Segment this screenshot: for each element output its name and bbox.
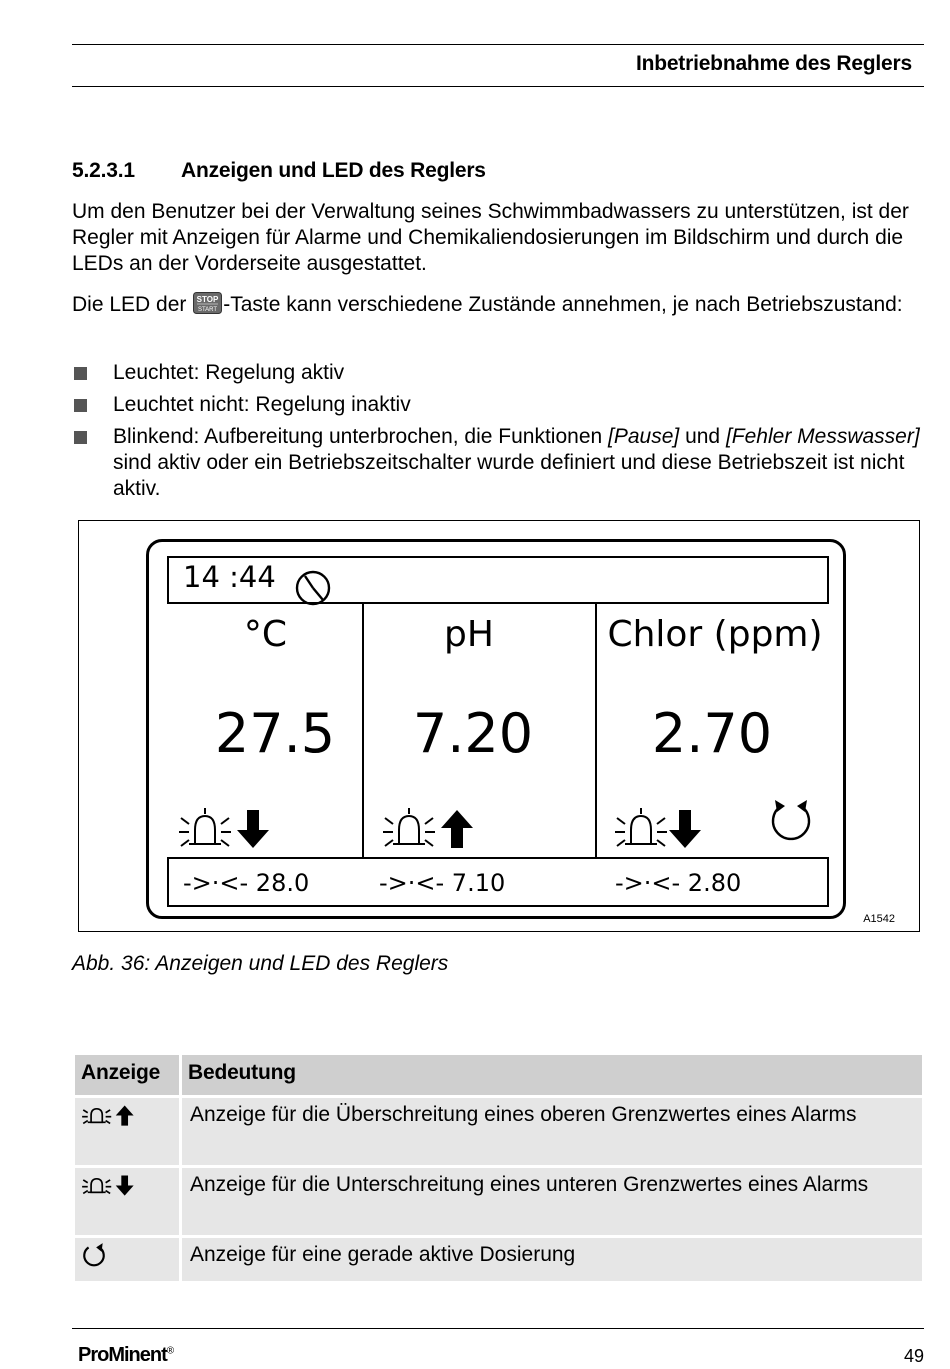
clock-icon <box>295 570 331 606</box>
header-top-rule <box>72 44 924 45</box>
list-item: Leuchtet nicht: Regelung inaktiv <box>72 392 928 418</box>
intro-paragraph: Um den Benutzer bei der Verwaltung seines Schwimmbadwassers zu unterstützen, ist der Regler mit Anzeigen für Alarme und Chemikaliendosierungen im Bildschirm und durch die LEDs an der Vorderseite ausgestattet. <box>72 200 909 275</box>
column-header-anzeige: Anzeige <box>75 1055 179 1095</box>
table-cell-icon <box>75 1098 179 1165</box>
led-paragraph <box>72 292 928 318</box>
list-item: Blinkend: Aufbereitung unterbrochen, die Funktionen [Pause] und [Fehler Messwasser] sind aktiv oder ein Betriebszeitschalter wurde definiert und diese Betriebszeit ist nicht aktiv. <box>72 424 928 502</box>
controller-display <box>146 539 846 919</box>
chlorine-unit: Chlor (ppm) <box>607 614 823 655</box>
alarm-down-icon <box>613 804 713 854</box>
alarm-up-icon <box>381 804 481 854</box>
table-row <box>75 1098 922 1165</box>
controller-display-figure <box>78 520 920 932</box>
alarm-down-icon <box>177 804 277 854</box>
temperature-unit: °C <box>243 614 288 655</box>
dosing-icon <box>767 796 815 844</box>
table-cell-text: Anzeige für eine gerade aktive Dosierung <box>182 1238 922 1281</box>
led-text-after: -Taste kann verschiedene Zustände annehmen, je nach Betriebszustand: <box>223 293 903 316</box>
alarm-down-icon <box>81 1173 137 1197</box>
stop-start-key-icon <box>193 292 222 314</box>
display-status-bar <box>167 556 829 604</box>
figure-caption: Abb. 36: Anzeigen und LED des Reglers <box>72 952 449 975</box>
chlorine-value: 2.70 <box>651 702 773 765</box>
table-row <box>75 1168 922 1235</box>
table-cell-text: Anzeige für die Unterschreitung eines unteren Grenzwertes eines Alarms <box>182 1168 922 1235</box>
led-state-list <box>72 360 928 508</box>
indicator-table <box>72 1052 925 1284</box>
table-cell-icon <box>75 1238 179 1281</box>
table-cell-icon <box>75 1168 179 1235</box>
page-number: 49 <box>903 1346 924 1366</box>
footer-rule <box>72 1328 924 1329</box>
temperature-setpoint: ->·<- 28.0 <box>183 869 310 897</box>
temperature-value: 27.5 <box>214 702 336 765</box>
table-cell-text: Anzeige für die Überschreitung eines oberen Grenzwertes eines Alarms <box>182 1098 922 1165</box>
ph-value: 7.20 <box>412 702 534 765</box>
key-bottom-label: START <box>198 307 218 313</box>
ph-setpoint: ->·<- 7.10 <box>379 869 506 897</box>
key-top-label: STOP <box>196 295 219 304</box>
section-title: Anzeigen und LED des Reglers <box>181 159 486 182</box>
section-number: 5.2.3.1 <box>72 159 135 182</box>
table-row <box>75 1238 922 1281</box>
header-bottom-rule <box>72 86 924 87</box>
list-item: Leuchtet: Regelung aktiv <box>72 360 928 386</box>
led-text-before: Die LED der <box>72 293 193 316</box>
display-time: 14 :44 <box>183 560 276 594</box>
dosing-icon <box>81 1242 107 1268</box>
figure-code: A1542 <box>863 913 895 925</box>
display-setpoint-bar <box>167 857 829 907</box>
chlorine-setpoint: ->·<- 2.80 <box>615 869 742 897</box>
header-title: Inbetriebnahme des Reglers <box>635 52 912 75</box>
brand-logo: ProMinent® <box>78 1344 175 1366</box>
ph-unit: pH <box>444 614 494 655</box>
table-header-row <box>75 1055 922 1095</box>
alarm-up-icon <box>81 1103 137 1127</box>
column-header-bedeutung: Bedeutung <box>182 1055 922 1095</box>
